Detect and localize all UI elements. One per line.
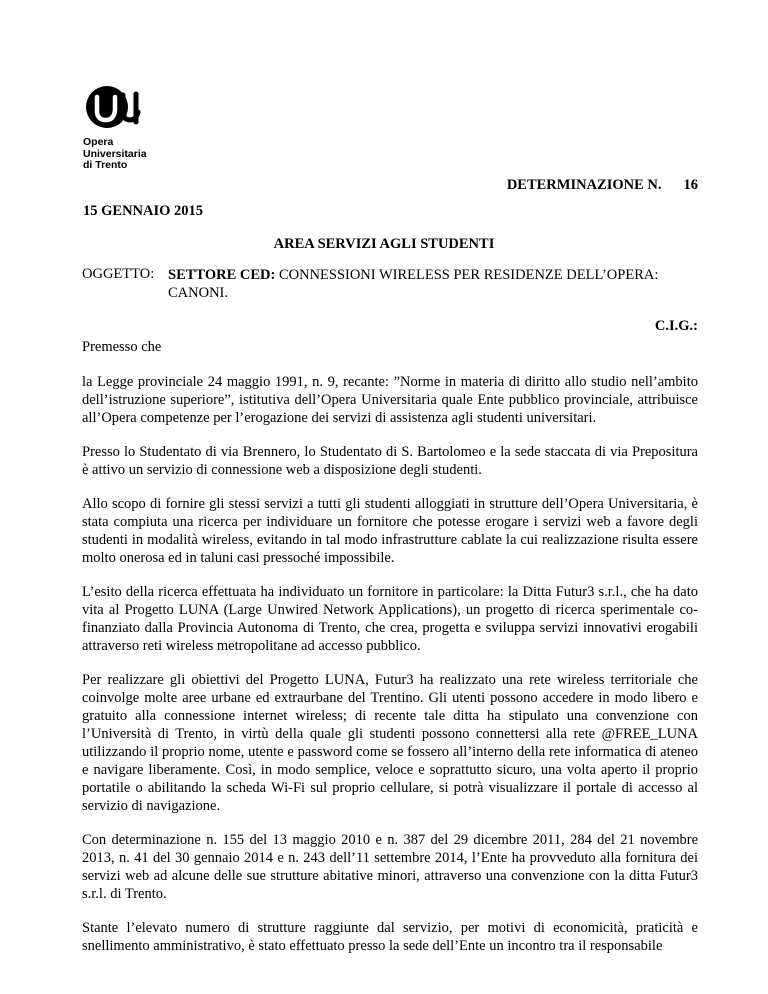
paragraph: L’esito della ricerca effettuata ha individuato un fornitore in particolare: la Ditta Futur3 s.r.l., che ha dato vita al Progetto LUNA (Large Unwired Network Applications), un progetto di ricerca sperimentale co-finanziato dalla Provincia Autonoma di Trento, che crea, progetta e sviluppa servizi innovativi erogabili attraverso reti wireless metropolitane ad accesso pubblico. — [82, 584, 698, 654]
opera-universitaria-logo — [83, 80, 183, 172]
ou-monogram-icon — [83, 80, 141, 134]
determinazione-header — [507, 177, 698, 194]
area-title: AREA SERVIZI AGLI STUDENTI — [273, 236, 495, 252]
document-date: 15 GENNAIO 2015 — [83, 203, 204, 219]
determinazione-label: DETERMINAZIONE N. — [506, 177, 662, 193]
paragraph: Stante l’elevato numero di strutture raggiunte dal servizio, per motivi di economicità, praticità e snellimento amministrativo, è stato effettuato presso la sede dell’Ente un incontro tra il responsabile — [82, 920, 698, 954]
cig-label: C.I.G.: — [654, 318, 698, 334]
oggetto-label: OGGETTO: — [82, 266, 155, 282]
logo-line-2: Universitaria — [83, 147, 147, 160]
document-body — [82, 373, 698, 971]
determinazione-number: 16 — [683, 177, 698, 193]
logo-line-3: di Trento — [83, 159, 128, 171]
paragraph: Allo scopo di fornire gli stessi servizi a tutti gli studenti alloggiati in strutture dell’Opera Universitaria, è stata compiuta una ricerca per individuare un fornitore che potesse erogare i servizi web a favore degli studenti in modalità wireless, evitando in tal modo infrastrutture cablate la cui realizzazione risulta essere molto onerosa ed in taluni casi pressoché impossibile. — [82, 496, 698, 566]
oggetto-text — [168, 266, 708, 302]
logo-line-1: Opera — [83, 136, 114, 148]
paragraph: la Legge provinciale 24 maggio 1991, n. 9, recante: ”Norme in materia di diritto allo studio nell’ambito dell’istruzione superiore”, istitutiva dell’Opera Universitaria quale Ente pubblico provinciale, attribuisce all’Opera competenze per l’erogazione dei servizi di assistenza agli studenti universitari. — [82, 374, 698, 426]
paragraph: Per realizzare gli obiettivi del Progetto LUNA, Futur3 ha realizzato una rete wireless territoriale che coinvolge molte aree urbane ed extraurbane del Trentino. Gli utenti possono accedere in modo libero e gratuito alla connessione internet wireless; di recente tale ditta ha stipulato una convenzione con l’Università di Trento, in virtù della quale gli studenti possono connettersi alla rete @FREE_LUNA utilizzando il proprio nome, utente e password come se fossero all’interno della rete informatica di ateneo e navigare liberamente. Così, in modo semplice, veloce e soprattutto sicuro, una volta aperto il proprio portatile o abilitando la scheda Wi-Fi sul proprio cellulare, si potrà visualizzare il portale di accesso al servizio di navigazione. — [82, 672, 698, 814]
paragraph: Con determinazione n. 155 del 13 maggio 2010 e n. 387 del 29 dicembre 2011, 284 del 21 novembre 2013, n. 41 del 30 gennaio 2014 e n. 243 dell’11 settembre 2014, l’Ente ha provveduto alla fornitura dei servizi web ad alcune delle sue strutture abitative minori, attraverso una convenzione con la ditta Futur3 s.r.l. di Trento. — [82, 832, 698, 902]
premesso-heading: Premesso che — [82, 339, 162, 355]
oggetto-description: CONNESSIONI WIRELESS PER RESIDENZE DELL’OPERA: CANONI. — [168, 267, 659, 301]
oggetto-sector: SETTORE CED: — [168, 267, 276, 283]
paragraph: Presso lo Studentato di via Brennero, lo Studentato di S. Bartolomeo e la sede staccata di via Prepositura è attivo un servizio di connessione web a disposizione degli studenti. — [82, 444, 698, 478]
